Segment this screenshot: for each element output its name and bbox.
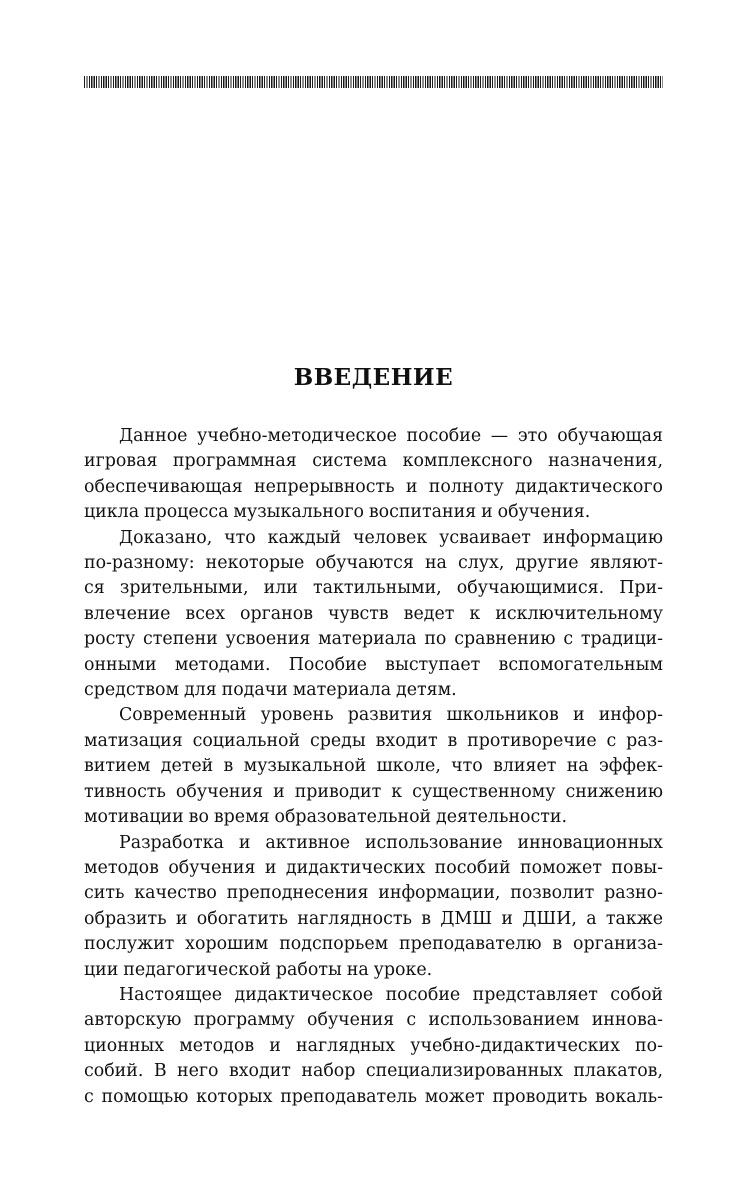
text-line: сить качество преподнесения информации, позволит разно- xyxy=(84,883,663,904)
text-line: с помощью которых преподаватель может проводить вокаль- xyxy=(84,1086,663,1107)
chapter-title: ВВЕДЕНИЕ xyxy=(293,364,454,391)
text-line: витием детей в музыкальной школе, что влияет на эффек- xyxy=(84,756,663,777)
text-line: онными методами. Пособие выступает вспомогательным xyxy=(84,654,663,675)
paragraph xyxy=(84,526,663,704)
text-line: собий. В него входит набор специализированных плакатов, xyxy=(84,1061,663,1082)
text-line: Современный уровень развития школьников и инфор- xyxy=(119,705,663,726)
body-text xyxy=(84,424,663,1110)
text-line: обеспечивающая непрерывность и полноту дидактического xyxy=(84,476,663,497)
text-line: ции педагогической работы на уроке. xyxy=(84,959,433,980)
text-line: авторскую программу обучения с использованием иннова- xyxy=(84,1010,663,1031)
text-line: методов обучения и дидактических пособий поможет повы- xyxy=(84,857,663,878)
text-line: по-разному: некоторые обучаются на слух, другие являют- xyxy=(84,553,663,574)
text-line: мотивации во время образовательной деятельности. xyxy=(84,807,567,828)
text-line: тивность обучения и приводит к существенному снижению xyxy=(84,781,663,802)
paragraph xyxy=(84,424,663,526)
text-line: Настоящее дидактическое пособие представляет собой xyxy=(119,984,663,1005)
text-line: Доказано, что каждый человек усваивает информацию xyxy=(119,527,663,548)
text-line: образить и обогатить наглядность в ДМШ и ДШИ, а также xyxy=(84,908,663,929)
text-line: средством для подачи материала детям. xyxy=(84,680,457,701)
text-line: Данное учебно-методическое пособие — это обучающая xyxy=(119,426,663,446)
text-line: игровая программная система комплексного назначения, xyxy=(84,451,663,472)
paragraph xyxy=(84,831,663,983)
text-line: влечение всех органов чувств ведет к исключительному xyxy=(84,603,663,624)
text-line: росту степени усвоения материала по сравнению с традици- xyxy=(84,629,663,650)
paragraph xyxy=(84,703,663,830)
paragraph xyxy=(84,983,663,1110)
text-line: ционных методов и наглядных учебно-дидактических по- xyxy=(84,1035,663,1056)
text-line: цикла процесса музыкального воспитания и обучения. xyxy=(84,502,591,523)
text-line: матизация социальной среды входит в противоречие с раз- xyxy=(84,730,663,751)
text-line: послужит хорошим подспорьем преподавателю в организа- xyxy=(84,934,663,955)
header-hatched-rule xyxy=(84,76,663,88)
text-line: ся зрительными, или тактильными, обучающимися. При- xyxy=(84,578,663,599)
text-line: Разработка и активное использование инновационных xyxy=(119,832,663,853)
